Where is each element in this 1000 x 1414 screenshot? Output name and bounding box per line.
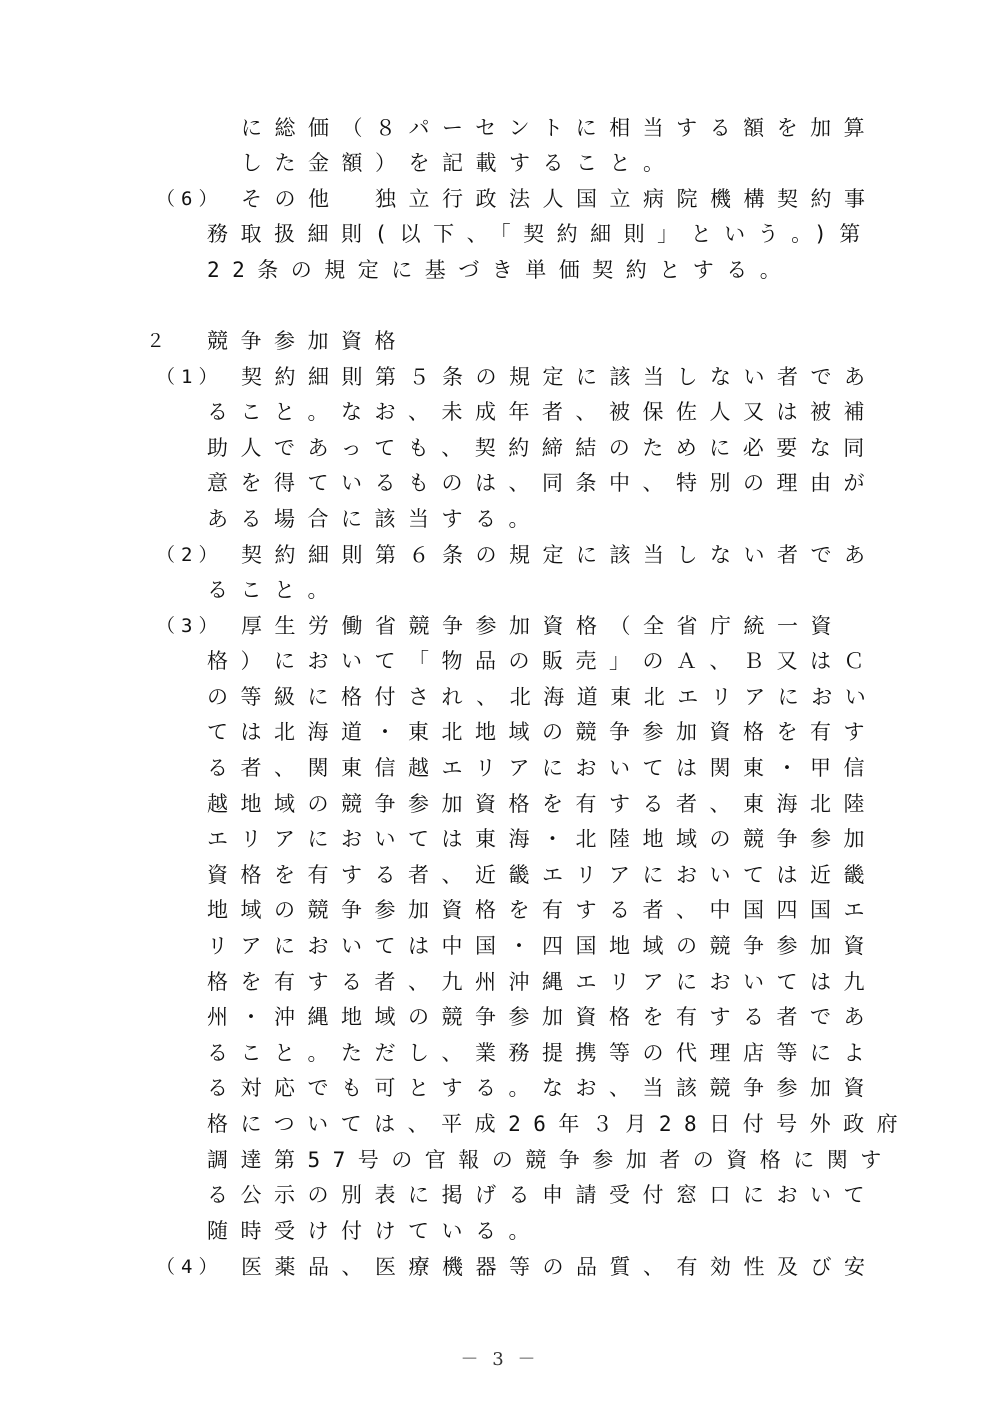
- text-line: 契約細則第６条の規定に該当しない者であ: [241, 543, 878, 567]
- text-line: エリアにおいては東海・北陸地域の競争参加: [207, 827, 877, 851]
- text-line: 格については、平成26年３月28日付号外政府: [207, 1112, 911, 1136]
- text-line: ては北海道・東北地域の競争参加資格を有す: [207, 720, 877, 744]
- page-number: － 3 －: [460, 1349, 540, 1370]
- section-number: ２: [146, 330, 172, 352]
- section-title: 競争参加資格: [207, 329, 408, 353]
- text-line: ある場合に該当する。: [207, 507, 542, 531]
- text-line: 契約細則第５条の規定に該当しない者であ: [241, 365, 878, 389]
- text-line: 地域の競争参加資格を有する者、中国四国エ: [207, 898, 877, 922]
- text-line: 医薬品、医療機器等の品質、有効性及び安: [241, 1255, 878, 1279]
- item-label-2: （2）: [156, 544, 224, 566]
- text-line: 意を得ているものは、同条中、特別の理由が: [207, 471, 877, 495]
- text-line: 助人であっても、契約締結のために必要な同: [207, 436, 877, 460]
- text-line: の等級に格付され、北海道東北エリアにおい: [207, 685, 879, 709]
- text-line: る者、関東信越エリアにおいては関東・甲信: [207, 756, 877, 780]
- text-line: した金額）を記載すること。: [241, 151, 677, 175]
- text-line: に総価（８パーセントに相当する額を加算: [241, 116, 878, 140]
- item-label-1: （1）: [156, 366, 224, 388]
- item-label-3: （3）: [156, 615, 224, 637]
- text-line: 随時受け付けている。: [207, 1219, 542, 1243]
- text-line: 格を有する者、九州沖縄エリアにおいては九: [207, 970, 877, 994]
- text-line: ること。: [207, 578, 341, 602]
- text-line: 厚生労働省競争参加資格（全省庁統一資: [241, 614, 844, 638]
- text-line: 務取扱細則(以下、「契約細則」という。)第: [207, 222, 873, 246]
- text-line: 資格を有する者、近畿エリアにおいては近畿: [207, 863, 877, 887]
- text-line: リアにおいては中国・四国地域の競争参加資: [207, 934, 877, 958]
- item-label-6: （6）: [156, 188, 224, 210]
- text-line: る対応でも可とする。なお、当該競争参加資: [207, 1076, 877, 1100]
- text-line: 格）において「物品の販売」のＡ、Ｂ又はＣ: [207, 649, 877, 673]
- text-line: 22条の規定に基づき単価契約とする。: [207, 258, 794, 282]
- text-line: その他 独立行政法人国立病院機構契約事: [241, 187, 878, 211]
- item-label-4: （4）: [156, 1256, 224, 1278]
- text-line: る公示の別表に掲げる申請受付窓口において: [207, 1183, 877, 1207]
- text-line: ること。なお、未成年者、被保佐人又は被補: [207, 400, 877, 424]
- text-line: 州・沖縄地域の競争参加資格を有する者であ: [207, 1005, 877, 1029]
- text-line: 越地域の競争参加資格を有する者、東海北陸: [207, 792, 877, 816]
- text-line: ること。ただし、業務提携等の代理店等によ: [207, 1041, 877, 1065]
- text-line: 調達第57号の官報の競争参加者の資格に関す: [207, 1148, 894, 1172]
